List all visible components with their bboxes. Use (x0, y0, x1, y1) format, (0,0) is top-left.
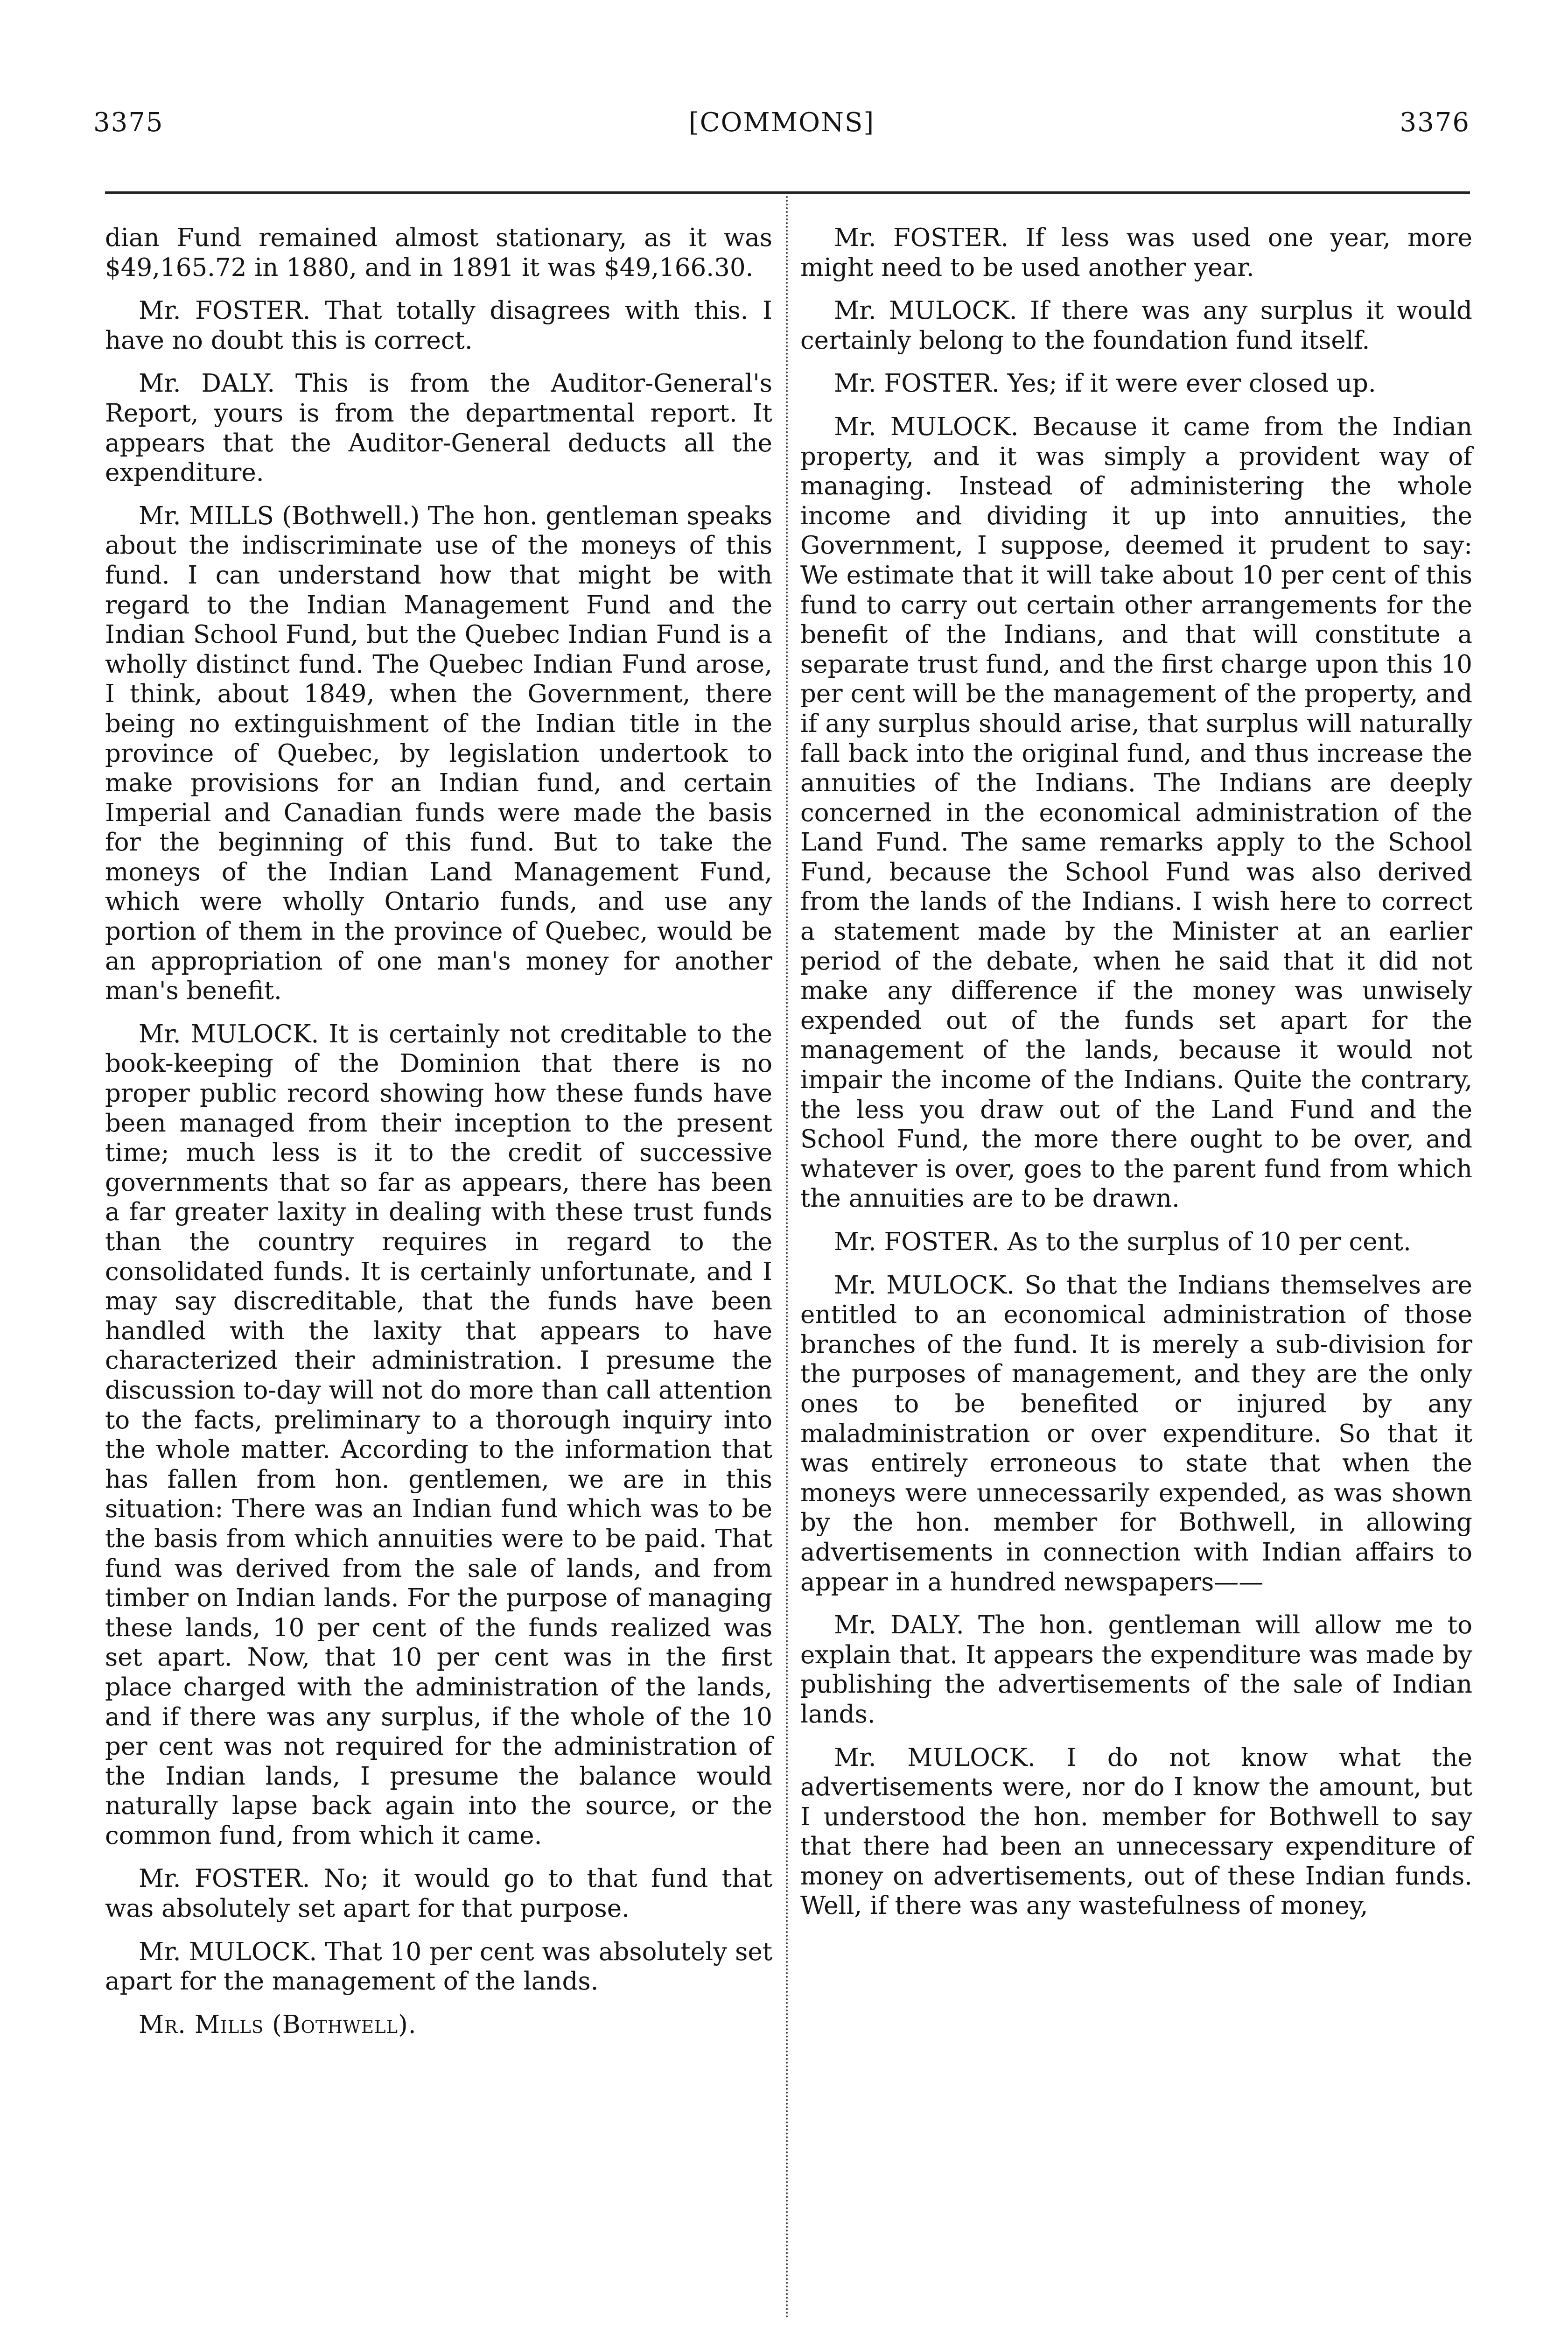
speaker-name: Mr. MULOCK. (834, 412, 1019, 441)
speaker-name: Mr. MULOCK. (834, 1743, 1036, 1772)
paragraph-text: That 10 per cent was absolutely set apart for the management of the lands. (105, 1937, 772, 1996)
paragraph (800, 369, 1472, 399)
column-divider (786, 196, 788, 2320)
paragraph (105, 2010, 772, 2040)
paragraph-text: The hon. gentleman speaks about the indiscriminate use of the moneys of this fund. I can understand how that might be with regard to the Indian Management Fund and the Indian School Fund, but the Quebec Indian Fund is a wholly distinct fund. The Quebec Indian Fund arose, I think, about 1849, when the Government, there being no extinguishment of the Indian title in the province of Quebec, by legislation undertook to make provisions for an Indian fund, and certain Imperial and Canadian funds were made the basis for the beginning of this fund. But to take the moneys of the Indian Land Management Fund, which were wholly Ontario funds, and use any portion of them in the province of Quebec, would be an appropriation of one man's money for another man's benefit. (105, 501, 772, 1005)
paragraph-text: dian Fund remained almost stationary, as it was $49,165.72 in 1880, and in 1891 it was $49,166.30. (105, 224, 772, 282)
left-column (105, 223, 772, 2053)
paragraph-text: I do not know what the advertisements were, nor do I know the amount, but I understood the hon. member for Bothwell to say that there had been an unnecessary expenditure of money on advertisements, out of these Indian funds. Well, if there was any wastefulness of money, (800, 1743, 1472, 1920)
paragraph-text: That totally disagrees with this. I have no doubt this is correct. (105, 296, 772, 355)
paragraph (800, 412, 1472, 1214)
paragraph (800, 1610, 1472, 1729)
paragraph (105, 1864, 772, 1923)
paragraph (800, 296, 1472, 355)
paragraph (800, 1743, 1472, 1921)
paragraph-text: So that the Indians themselves are entitled to an economical administration of those branches of the fund. It is merely a sub-division for the purposes of management, and they are the only ones to be benefited or injured by any maladministration or over expenditure. So that it was entirely erroneous to state that when the moneys were unnecessarily expended, as was shown by the hon. member for Bothwell, in allowing advertisements in connection with Indian affairs to appear in a hundred newspapers—— (800, 1271, 1472, 1596)
speaker-name: Mr. MULOCK. (834, 1271, 1015, 1300)
paragraph (105, 501, 772, 1006)
paragraph-text: It is certainly not creditable to the book-keeping of the Dominion that there is no proper public record showing how these funds have been managed from their inception to the present time; much less is it to the credit of successive governments that so far as appears, there has been a far greater laxity in dealing with these trust funds than the country requires in regard to the consolidated funds. It is certainly unfortunate, and I may say discreditable, that the funds have been handled with the laxity that appears to have characterized their administration. I presume the discussion to-day will not do more than call attention to the facts, preliminary to a thorough inquiry into the whole matter. According to the information that has fallen from hon. gentlemen, we are in this situation: There was an Indian fund which was to be the basis from which annuities were to be paid. That fund was derived from the sale of lands, and from timber on Indian lands. For the purpose of managing these lands, 10 per cent of the funds realized was set apart. Now, that 10 per cent was in the first place charged with the administration of the lands, and if there was any surplus, if the whole of the 10 per cent was not required for the administration of the Indian lands, I presume the balance would naturally lapse back again into the source, or the common fund, from which it came. (105, 1019, 772, 1850)
paragraph (105, 296, 772, 355)
paragraph-text: As to the surplus of 10 per cent. (1007, 1228, 1411, 1256)
paragraph-text: If there was any surplus it would certainly belong to the foundation fund itself. (800, 296, 1472, 355)
left-page-number: 3375 (93, 107, 164, 138)
speaker-name: Mr. MULOCK. (139, 1019, 319, 1048)
speaker-name: Mr. DALY. (139, 369, 275, 398)
paragraph-text: This is from the Auditor-General's Report, yours is from the departmental report. It appears that the Auditor-General deducts all the expenditure. (105, 369, 772, 487)
speaker-name: Mr. Mills (Bothwell). (139, 2010, 417, 2039)
paragraph (105, 1937, 772, 1997)
paragraph-text: If less was used one year, more might need to be used another year. (800, 224, 1472, 282)
page-header (93, 107, 1470, 149)
paragraph (800, 223, 1472, 282)
right-page-number: 3376 (1400, 107, 1470, 138)
paragraph-text: No; it would go to that fund that was absolutely set apart for that purpose. (105, 1864, 772, 1923)
speaker-name: Mr. FOSTER. (139, 296, 311, 325)
running-head: [COMMONS] (688, 107, 875, 138)
header-rule (105, 191, 1470, 194)
speaker-name: Mr. MULOCK. (834, 296, 1017, 325)
paragraph (105, 369, 772, 487)
paragraph-text: Because it came from the Indian property, and it was simply a provident way of managing. Instead of administering the whole income and dividing it up into annuities, the Government, I suppose, deemed it prudent to say: We estimate that it will take about 10 per cent of this fund to carry out certain other arrangements for the benefit of the Indians, and that will constitute a separate trust fund, and the first charge upon this 10 per cent will be the management of the property, and if any surplus should arise, that surplus will naturally fall back into the original fund, and thus increase the annuities of the Indians. The Indians are deeply concerned in the economical administration of the Land Fund. The same remarks apply to the School Fund, because the School Fund was also derived from the lands of the Indians. I wish here to correct a statement made by the Minister at an earlier period of the debate, when he said that it did not make any difference if the money was unwisely expended out of the funds set apart for the management of the lands, because it would not impair the income of the Indians. Quite the contrary, the less you draw out of the Land Fund and the School Fund, the more there ought to be over, and whatever is over, goes to the parent fund from which the annuities are to be drawn. (800, 412, 1472, 1213)
right-column (800, 223, 1472, 1934)
speaker-name: Mr. MULOCK. (139, 1937, 317, 1966)
speaker-name: Mr. FOSTER. (139, 1864, 310, 1893)
paragraph-text: Yes; if it were ever closed up. (1007, 369, 1376, 398)
speaker-name: Mr. FOSTER. (834, 369, 1000, 398)
speaker-name: Mr. DALY. (834, 1611, 964, 1640)
paragraph (800, 1271, 1472, 1597)
speaker-name: Mr. MILLS (Bothwell.) (139, 501, 420, 530)
paragraph (800, 1227, 1472, 1257)
speaker-name: Mr. FOSTER. (834, 224, 1009, 252)
paragraph (105, 223, 772, 282)
paragraph (105, 1019, 772, 1851)
speaker-name: Mr. FOSTER. (834, 1228, 1000, 1256)
paragraph-text: The hon. gentleman will allow me to explain that. It appears the expenditure was made by publishing the advertisements of the sale of Indian lands. (800, 1611, 1472, 1729)
